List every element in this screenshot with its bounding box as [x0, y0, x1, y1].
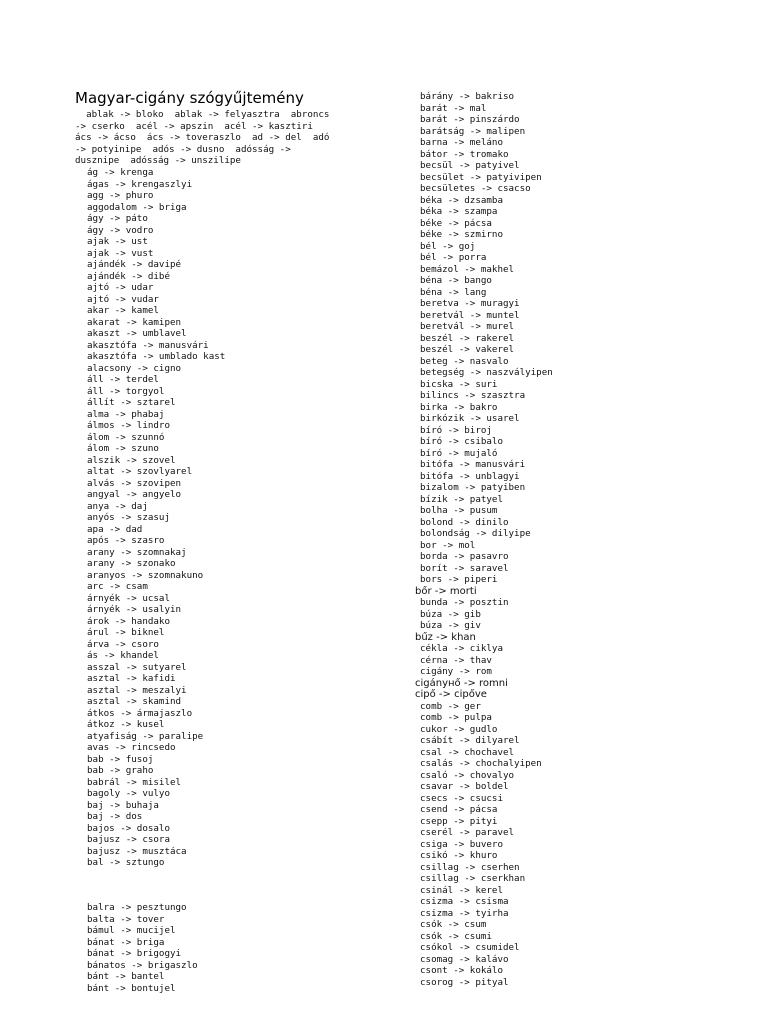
dictionary-entry: átkos -> ármajaszlo [87, 707, 193, 719]
dictionary-entry: áll -> torgyol [87, 385, 165, 397]
dictionary-entry: bárány -> bakriso [420, 91, 515, 102]
dictionary-entry: akar -> kamel [87, 305, 159, 316]
dictionary-entry: angyal -> angyelo [87, 489, 182, 500]
dictionary-entry: anya -> daj [87, 500, 148, 512]
dictionary-entry: áll -> terdel [87, 374, 159, 385]
dictionary-entry: borít -> saravel [420, 562, 509, 574]
dictionary-entry: csizma -> tyirha [420, 907, 509, 919]
dictionary-entry: bánt -> bantel [87, 971, 165, 982]
dictionary-entry: apa -> dad [87, 523, 143, 535]
dictionary-entry: csiga -> buvero [420, 838, 503, 850]
dictionary-entry: balta -> tover [87, 913, 165, 925]
dictionary-entry: bolond -> dinilo [420, 516, 509, 528]
dictionary-entry: csorog -> pityal [420, 976, 509, 988]
dictionary-entry: béke -> pácsa [420, 217, 492, 229]
dictionary-entry: csepp -> pityi [420, 815, 498, 827]
dictionary-entry: borda -> pasavro [420, 551, 509, 562]
dictionary-entry: bors -> piperi [420, 574, 498, 585]
dictionary-entry: barna -> meláno [420, 137, 503, 148]
dictionary-entry: balra -> pesztungo [87, 902, 187, 913]
dictionary-entry: beszél -> rakerel [420, 332, 515, 344]
dictionary-entry: búza -> gib [420, 608, 481, 620]
dictionary-entry: búza -> giv [420, 620, 481, 631]
dictionary-entry: comb -> ger [420, 700, 481, 712]
dictionary-entry: csillag -> cserkhan [420, 873, 526, 884]
dictionary-entry: akasztófa -> umblado kast [87, 351, 226, 362]
document-title: Magyar-cigány szógyűjtemény [75, 89, 304, 107]
dictionary-entry: béna -> lang [420, 286, 487, 298]
dictionary-entry: bilincs -> szasztra [420, 390, 526, 401]
dictionary-entry: béna -> bango [420, 275, 492, 286]
dictionary-entry: bánt -> bontujel [87, 982, 176, 994]
dictionary-entry: barát -> pinszárdo [420, 114, 520, 125]
dictionary-entry: csaló -> chovalyo [420, 769, 515, 781]
dictionary-entry: ágas -> krengaszlyi [87, 178, 193, 190]
dictionary-entry: beszél -> vakerel [420, 344, 515, 355]
dictionary-entry: csont -> kokálo [420, 965, 503, 976]
dictionary-entry: csikó -> khuro [420, 850, 498, 861]
dictionary-entry: alacsony -> cigno [87, 362, 182, 374]
entry-column-3 [415, 91, 553, 988]
dictionary-entry: álom -> szunnó [87, 431, 165, 443]
dictionary-entry: álom -> szuno [87, 443, 159, 454]
dictionary-entry: csizma -> csisma [420, 896, 509, 907]
dictionary-entry: asztal -> kafidi [87, 673, 176, 684]
dictionary-entry: cigány -> rom [420, 666, 492, 677]
intro-line: -> potyinipe adós -> dusno adósság -> [75, 143, 291, 155]
dictionary-entry: bajusz -> musztáca [87, 845, 187, 857]
dictionary-entry: beteg -> nasvalo [420, 355, 509, 367]
dictionary-entry: álmos -> lindro [87, 420, 170, 431]
dictionary-entry: aggodalom -> briga [87, 201, 187, 213]
dictionary-entry: bátor -> tromako [420, 148, 509, 160]
dictionary-entry: ajak -> ust [87, 236, 148, 247]
dictionary-entry: altat -> szovlyarel [87, 466, 193, 477]
dictionary-entry: alszik -> szovel [87, 454, 176, 466]
dictionary-entry: akasztófa -> manusvári [87, 339, 209, 351]
dictionary-entry: béke -> szmirno [420, 229, 503, 240]
dictionary-entry: cserél -> paravel [420, 827, 515, 838]
dictionary-entry: bízik -> patyel [420, 493, 503, 505]
dictionary-entry: árnyék -> ucsal [87, 592, 170, 604]
dictionary-entry: bánatos -> brigaszlo [87, 959, 198, 971]
dictionary-entry: ajándék -> dibé [87, 270, 170, 282]
dictionary-entry: csókol -> csumidel [420, 942, 520, 953]
dictionary-entry: becsület -> patyivipen [420, 171, 542, 183]
dictionary-entry: betegség -> naszvályipen [420, 367, 553, 378]
dictionary-entry: csábít -> dilyarel [420, 735, 520, 746]
dictionary-entry: baj -> dos [87, 811, 143, 822]
dictionary-entry: bőr -> morti [415, 585, 477, 597]
dictionary-entry: ág -> krenga [87, 167, 154, 178]
dictionary-entry: arc -> csam [87, 581, 148, 592]
dictionary-entry: após -> szasro [87, 535, 165, 546]
dictionary-entry: ajándék -> davipé [87, 259, 182, 270]
dictionary-entry: birka -> bakro [420, 401, 498, 413]
dictionary-entry: beretvál -> murel [420, 321, 515, 332]
entry-column-1 [87, 167, 225, 869]
dictionary-entry: barát -> mal [420, 102, 487, 114]
dictionary-entry: bűz -> khan [415, 631, 476, 643]
dictionary-entry: árok -> handako [87, 615, 170, 627]
intro-paragraph [75, 109, 365, 167]
dictionary-entry: csomag -> kalávo [420, 953, 509, 965]
dictionary-entry: bor -> mol [420, 539, 476, 551]
dictionary-entry: árul -> biknel [87, 627, 165, 638]
dictionary-entry: ás -> khandel [87, 650, 159, 661]
dictionary-entry: cigányнő -> romni [415, 677, 508, 689]
dictionary-entry: bal -> sztungo [87, 857, 165, 868]
dictionary-entry: bámul -> mucijel [87, 925, 176, 936]
dictionary-entry: bíró -> biroj [420, 424, 492, 436]
dictionary-entry: csalás -> chochalyipen [420, 758, 542, 769]
dictionary-entry: csavar -> boldel [420, 781, 509, 792]
dictionary-entry: bagoly -> vulyo [87, 788, 170, 799]
dictionary-entry: akaszt -> umblavel [87, 328, 187, 339]
dictionary-entry: bizalom -> patyiben [420, 482, 526, 493]
dictionary-entry: ajtó -> udar [87, 282, 154, 293]
dictionary-entry: cukor -> gudlo [420, 723, 498, 735]
dictionary-entry: becsületes -> csacso [420, 183, 531, 194]
dictionary-entry: csinál -> kerel [420, 884, 503, 896]
dictionary-entry: alma -> phabaj [87, 408, 165, 420]
dictionary-entry: bánat -> briga [87, 936, 165, 948]
dictionary-entry: béka -> szampa [420, 206, 498, 217]
dictionary-entry: alvás -> szovipen [87, 477, 182, 489]
dictionary-entry: bemázol -> makhel [420, 263, 515, 275]
dictionary-entry: cérna -> thav [420, 654, 492, 666]
dictionary-entry: bíró -> csibalo [420, 436, 503, 447]
dictionary-entry: beretva -> muragyi [420, 298, 520, 309]
intro-line: ács -> ácso ács -> toveraszlo ad -> del adó [75, 132, 330, 143]
dictionary-entry: bolondság -> dilyipe [420, 528, 531, 539]
dictionary-entry: béka -> dzsamba [420, 194, 503, 206]
intro-line: dusznipe adósság -> unszilipe [75, 155, 241, 166]
dictionary-entry: asztal -> skamind [87, 696, 182, 707]
dictionary-entry: barátság -> malipen [420, 125, 526, 137]
dictionary-entry: csók -> csum [420, 919, 487, 930]
entry-column-2 [87, 902, 198, 994]
dictionary-entry: asszal -> sutyarel [87, 661, 187, 673]
dictionary-entry: ajak -> vust [87, 247, 154, 259]
dictionary-entry: csal -> chochavel [420, 746, 515, 758]
dictionary-entry: cipő -> cipőve [415, 689, 487, 700]
dictionary-entry: arany -> szomnakaj [87, 546, 187, 558]
dictionary-entry: aranyos -> szomnakuno [87, 569, 204, 581]
dictionary-entry: bél -> goj [420, 240, 476, 252]
dictionary-entry: akarat -> kamipen [87, 316, 182, 328]
dictionary-entry: csók -> csumi [420, 930, 492, 942]
dictionary-entry: cékla -> ciklya [420, 643, 503, 654]
dictionary-entry: becsül -> patyivel [420, 160, 520, 171]
dictionary-entry: csillag -> cserhen [420, 861, 520, 873]
dictionary-entry: ajtó -> vudar [87, 293, 159, 305]
dictionary-entry: bajos -> dosalo [87, 822, 170, 834]
dictionary-entry: ágy -> páto [87, 213, 148, 224]
dictionary-entry: arany -> szonako [87, 558, 176, 569]
dictionary-entry: bicska -> suri [420, 378, 498, 390]
dictionary-entry: baj -> buhaja [87, 799, 159, 811]
dictionary-entry: bajusz -> csora [87, 834, 170, 845]
dictionary-entry: anyós -> szasuj [87, 512, 170, 523]
dictionary-entry: csend -> pácsa [420, 804, 498, 815]
dictionary-entry: bitófa -> unblagyi [420, 470, 520, 482]
dictionary-entry: asztal -> meszalyi [87, 684, 187, 696]
dictionary-entry: babrál -> misilel [87, 776, 182, 788]
dictionary-entry: bitófa -> manusvári [420, 459, 526, 470]
dictionary-entry: atyafiság -> paralipe [87, 730, 204, 742]
dictionary-entry: árnyék -> usalyin [87, 604, 182, 615]
dictionary-entry: avas -> rincsedo [87, 742, 176, 753]
dictionary-entry: csecs -> csucsi [420, 792, 503, 804]
dictionary-entry: comb -> pulpa [420, 712, 492, 723]
dictionary-entry: agg -> phuro [87, 190, 154, 201]
dictionary-entry: bunda -> posztin [420, 597, 509, 608]
dictionary-entry: bél -> porra [420, 252, 487, 263]
dictionary-entry: bolha -> pusum [420, 505, 498, 516]
dictionary-entry: bab -> fusoj [87, 753, 154, 765]
dictionary-entry: bíró -> mujaló [420, 447, 498, 459]
dictionary-entry: beretvál -> muntel [420, 309, 520, 321]
intro-line: ablak -> bloko ablak -> felyasztra abroncs [75, 109, 330, 120]
dictionary-entry: bánat -> brigogyi [87, 948, 182, 959]
dictionary-entry: ágy -> vodro [87, 224, 154, 236]
intro-line: -> cserko acél -> apszin acél -> kasztiri [75, 120, 313, 132]
dictionary-entry: birkózik -> usarel [420, 413, 520, 424]
dictionary-entry: állít -> sztarel [87, 397, 176, 408]
dictionary-entry: bab -> graho [87, 765, 154, 776]
dictionary-entry: átkoz -> kusel [87, 719, 165, 730]
dictionary-entry: árva -> csoro [87, 638, 159, 650]
